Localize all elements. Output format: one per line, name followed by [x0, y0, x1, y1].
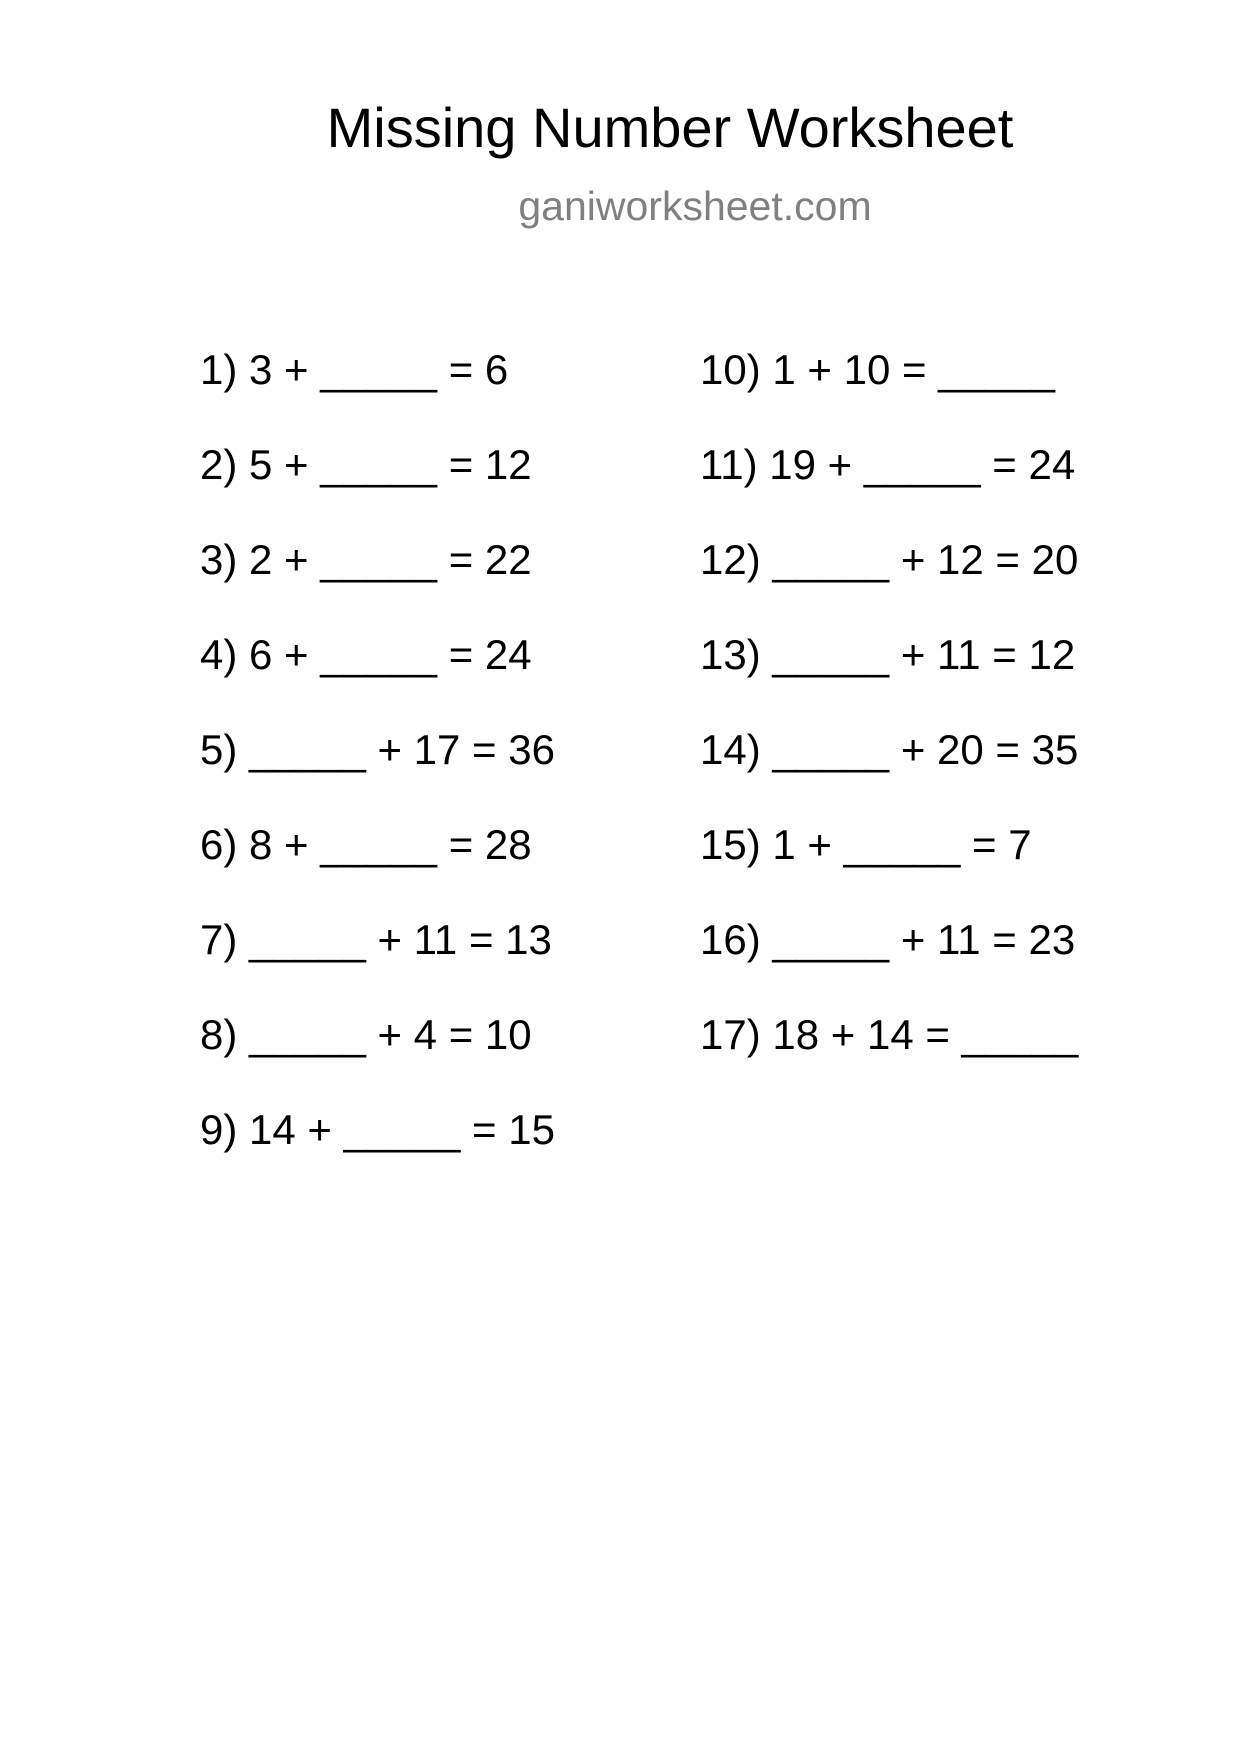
- problem-5: 5) _____ + 17 = 36: [200, 726, 555, 773]
- problem-15: 15) 1 + _____ = 7: [700, 821, 1032, 868]
- worksheet-title: Missing Number Worksheet: [326, 96, 1014, 159]
- problem-12: 12) _____ + 12 = 20: [700, 536, 1079, 583]
- problem-14: 14) _____ + 20 = 35: [700, 726, 1079, 773]
- problem-17: 17) 18 + 14 = _____: [700, 1011, 1079, 1058]
- problem-4: 4) 6 + _____ = 24: [200, 631, 532, 678]
- problem-8: 8) _____ + 4 = 10: [200, 1011, 532, 1058]
- problem-16: 16) _____ + 11 = 23: [700, 916, 1076, 963]
- problem-6: 6) 8 + _____ = 28: [200, 821, 532, 868]
- problem-13: 13) _____ + 11 = 12: [700, 631, 1076, 678]
- problem-11: 11) 19 + _____ = 24: [700, 441, 1076, 488]
- problem-7: 7) _____ + 11 = 13: [200, 916, 552, 963]
- problem-3: 3) 2 + _____ = 22: [200, 536, 532, 583]
- problems-right-column: [700, 346, 1078, 1106]
- problem-9: 9) 14 + _____ = 15: [200, 1106, 555, 1153]
- website-url: ganiworksheet.com: [518, 183, 872, 229]
- problems-left-column: [200, 346, 555, 1201]
- problem-10: 10) 1 + 10 = _____: [700, 346, 1055, 393]
- problem-1: 1) 3 + _____ = 6: [200, 346, 509, 393]
- problem-2: 2) 5 + _____ = 12: [200, 441, 532, 488]
